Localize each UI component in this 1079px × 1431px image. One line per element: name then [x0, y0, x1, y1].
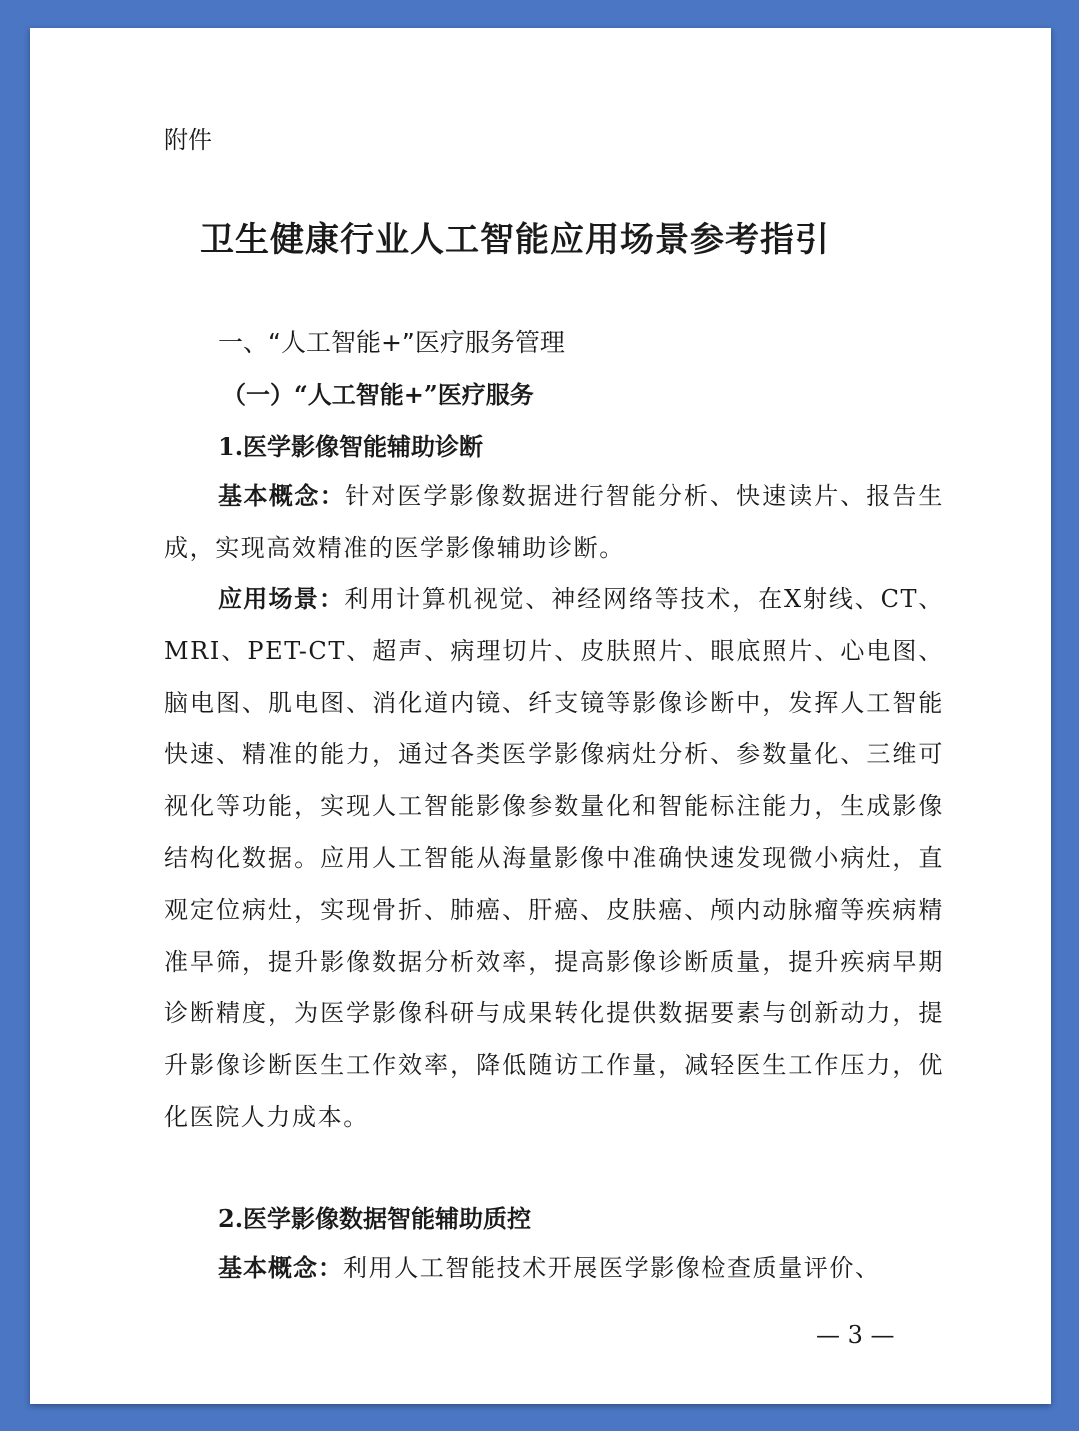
concept-text: 针对医学影像数据进行智能分析、快速读片、报告生成，实现高效精准的医学影像辅助诊断。 — [164, 482, 944, 562]
scenario-text: 利用计算机视觉、神经网络等技术，在X射线、CT、MRI、PET-CT、超声、病理切片、皮肤照片、眼底照片、心电图、脑电图、肌电图、消化道内镜、纤支镜等影像诊断中，发挥人工智能快速、精准的能力，通过各类医学影像病灶分析、参数量化、三维可视化等功能，实现人工智能影像参数量化和智能标注能力，生成影像结构化数据。应用人工智能从海量影像中准确快速发现微小病灶，直观定位病灶，实现骨折、肺癌、肝癌、皮肤癌、颅内动脉瘤等疾病精准早筛，提升影像数据分析效率，提高影像诊断质量，提升疾病早期诊断精度，为医学影像科研与成果转化提供数据要素与创新动力，提升影像诊断医生工作效率，降低随访工作量，减轻医生工作压力，优化医院人力成本。 — [164, 585, 945, 1131]
section-heading: 一、“人工智能+”医疗服务管理 — [218, 328, 565, 357]
page-number: — 3 — — [816, 1321, 895, 1349]
concept-label: 基本概念： — [218, 482, 346, 510]
item-heading-1: 1.医学影像智能辅助诊断 — [218, 432, 484, 461]
scenario-label: 应用场景： — [218, 585, 345, 613]
document-title: 卫生健康行业人工智能应用场景参考指引 — [200, 220, 830, 260]
watermark-icon — [1002, 1376, 1036, 1398]
document-page — [30, 28, 1051, 1404]
item-heading-2: 2.医学影像数据智能辅助质控 — [218, 1204, 532, 1233]
concept-label-2: 基本概念： — [218, 1254, 343, 1282]
item-2-concept-paragraph — [164, 1243, 944, 1295]
item-1-concept-paragraph — [164, 471, 944, 575]
subsection-heading: （一）“人工智能+”医疗服务 — [222, 380, 534, 409]
item-1-scenario-paragraph — [164, 574, 944, 1144]
attachment-label: 附件 — [164, 126, 212, 154]
concept-text-2: 利用人工智能技术开展医学影像检查质量评价、 — [343, 1254, 881, 1282]
